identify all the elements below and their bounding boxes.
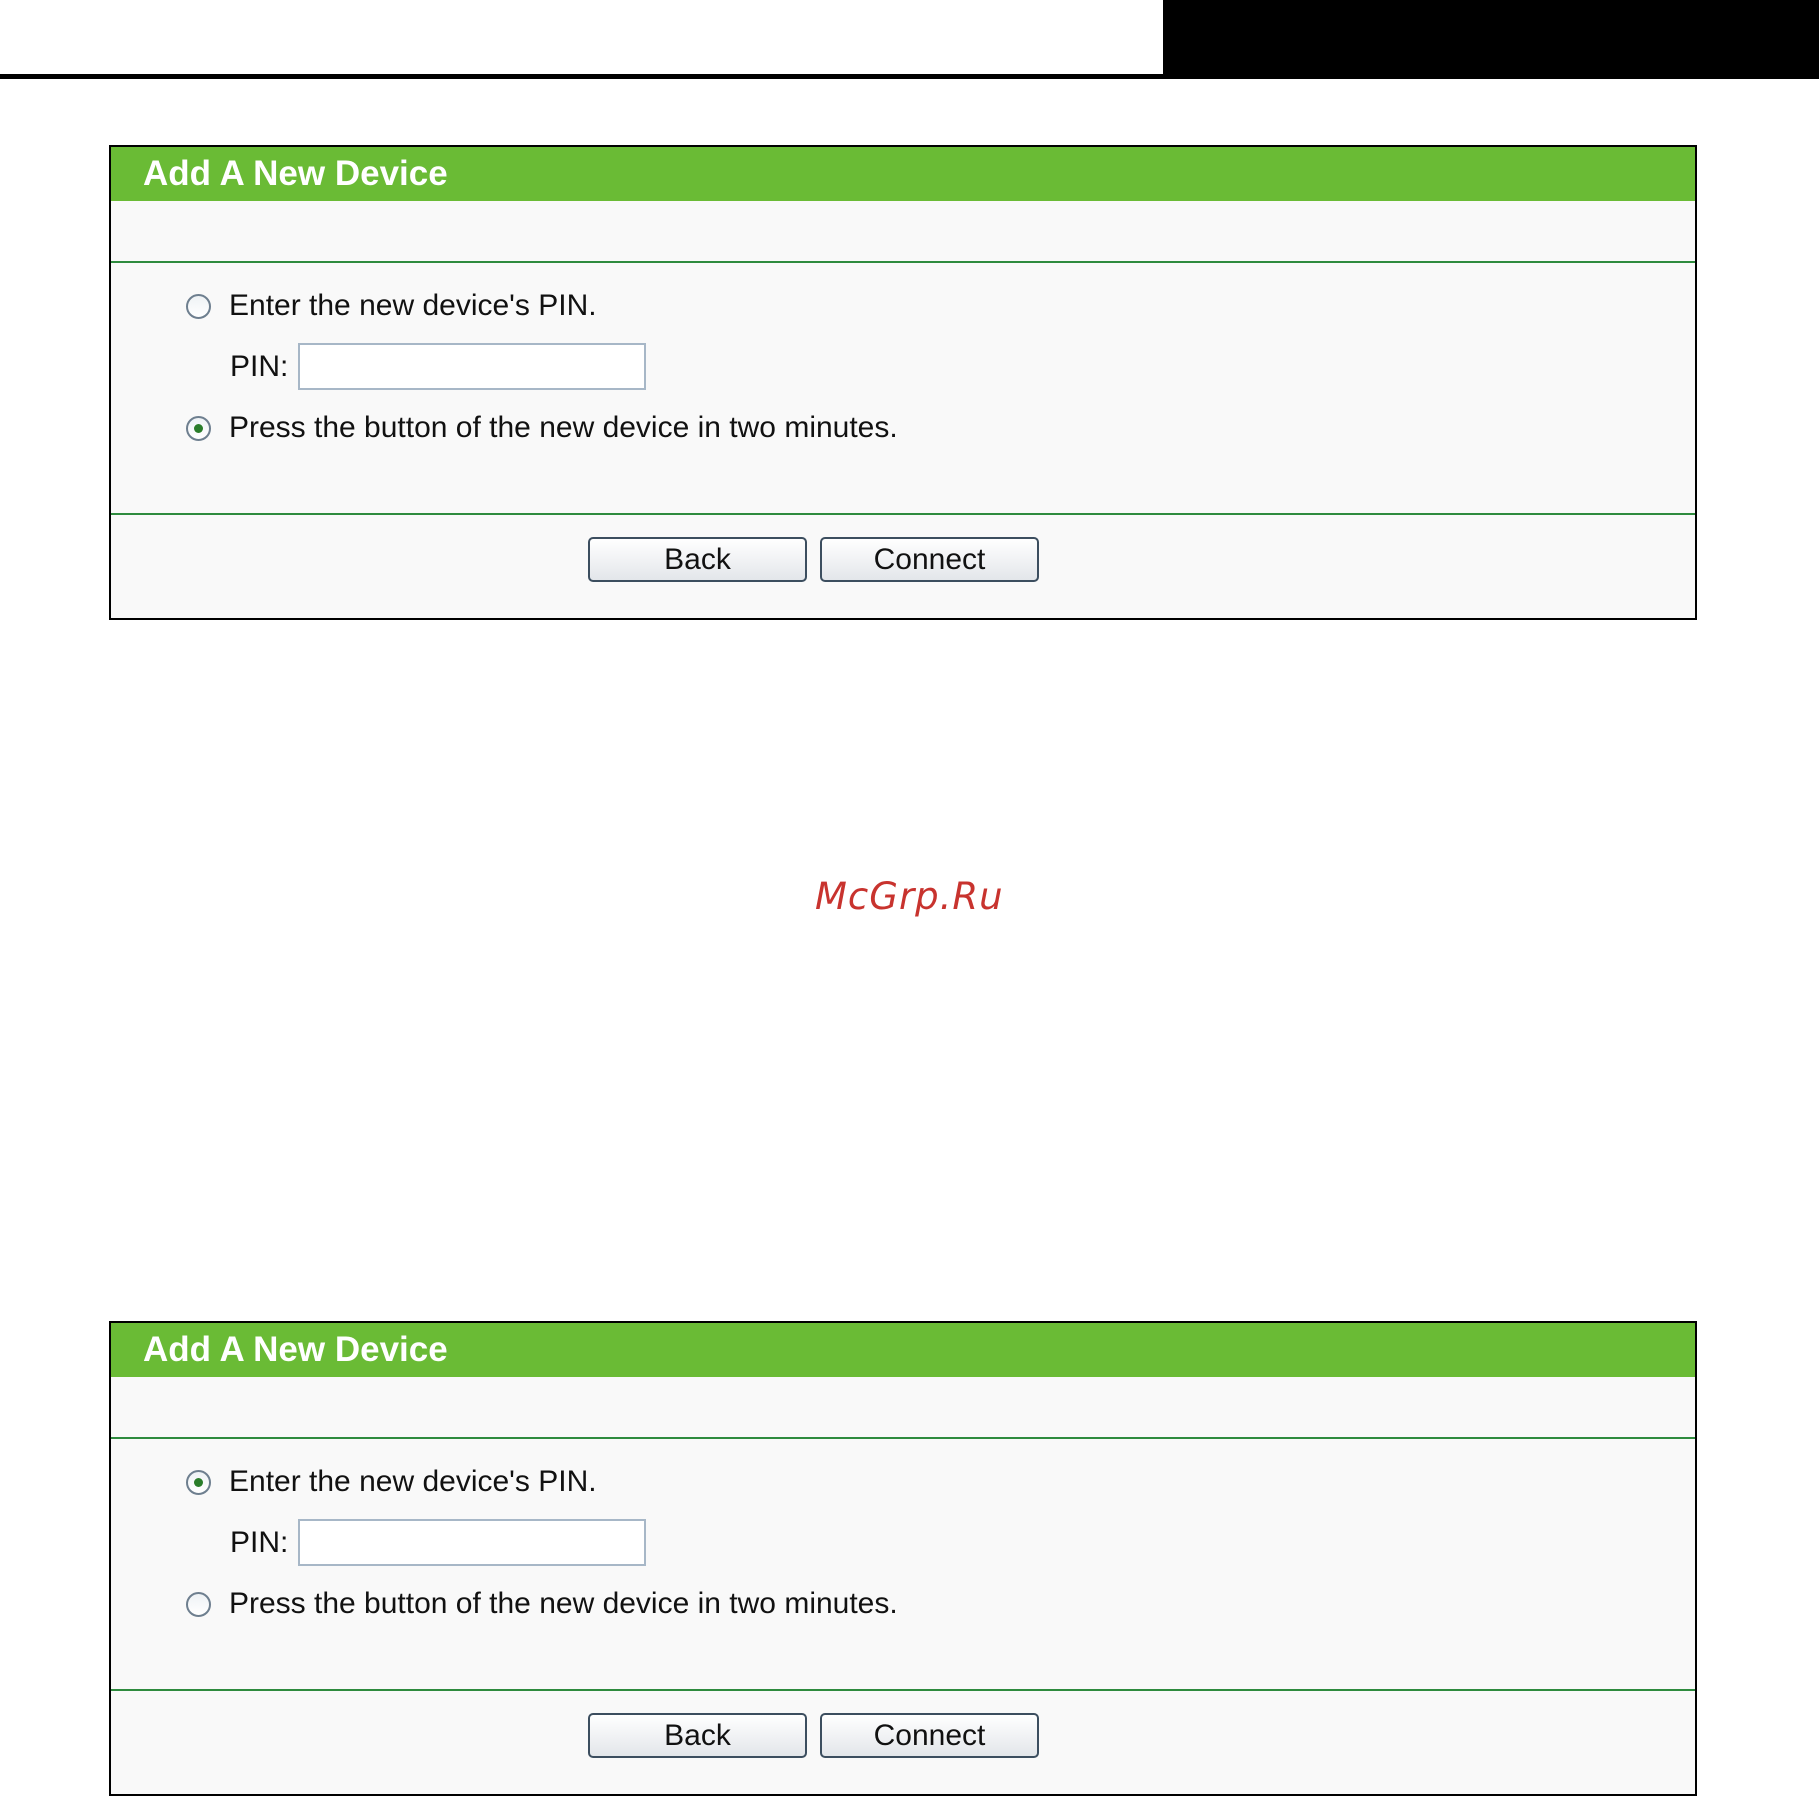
connect-button[interactable]: Connect [820,537,1039,582]
radio-press-button-icon[interactable] [186,416,211,441]
panel-title: Add A New Device [111,147,1695,201]
option-enter-pin-label: Enter the new device's PIN. [229,289,597,322]
pin-label: PIN: [230,349,289,383]
radio-enter-pin-icon[interactable] [186,294,211,319]
pin-label: PIN: [230,1525,289,1559]
option-press-button-label: Press the button of the new device in two minutes. [229,1587,898,1620]
option-press-button[interactable] [186,411,898,445]
pin-row [230,343,646,390]
pin-input[interactable] [298,343,646,390]
connect-button[interactable]: Connect [820,1713,1039,1758]
options-area [111,263,1695,513]
back-button[interactable]: Back [588,1713,807,1758]
option-enter-pin-label: Enter the new device's PIN. [229,1465,597,1498]
add-device-panel-2 [109,1321,1697,1796]
option-enter-pin[interactable] [186,1465,597,1499]
pin-input[interactable] [298,1519,646,1566]
back-button[interactable]: Back [588,537,807,582]
option-press-button-label: Press the button of the new device in two minutes. [229,411,898,444]
button-bar [111,515,1695,618]
button-bar [111,1691,1695,1794]
header-rule [0,74,1163,79]
pin-row [230,1519,646,1566]
radio-press-button-icon[interactable] [186,1592,211,1617]
options-area [111,1439,1695,1689]
option-press-button[interactable] [186,1587,898,1621]
add-device-panel-1 [109,145,1697,620]
header-black-bar [1163,0,1819,79]
panel-title: Add A New Device [111,1323,1695,1377]
watermark-text: McGrp.Ru [815,875,1004,918]
radio-enter-pin-icon[interactable] [186,1470,211,1495]
option-enter-pin[interactable] [186,289,597,323]
